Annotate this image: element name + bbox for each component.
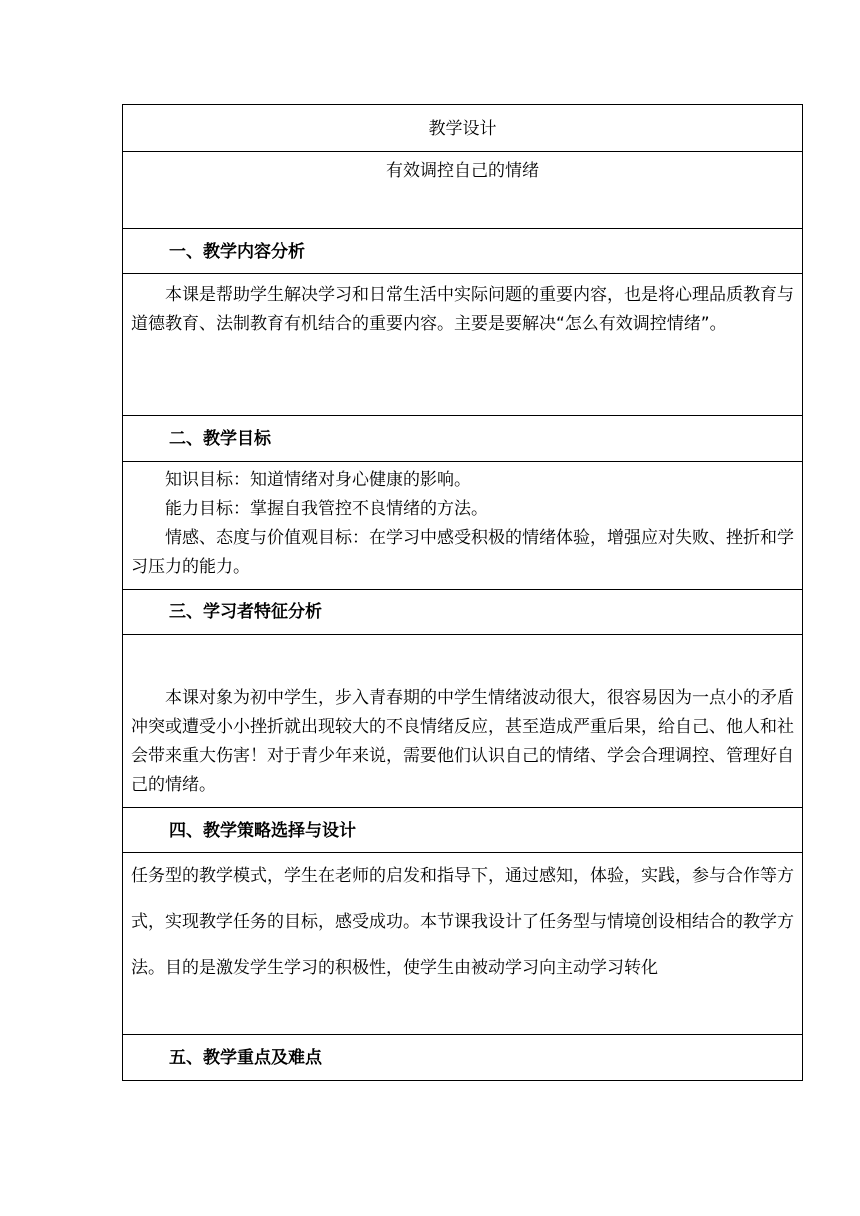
- section-heading: 四、教学策略选择与设计: [169, 821, 356, 841]
- section-2-body-row: [123, 462, 802, 590]
- section-heading: 三、学习者特征分析: [169, 602, 322, 622]
- header-row: [123, 105, 802, 152]
- section-3-body-row: [123, 635, 802, 808]
- section-paragraph: 任务型的教学模式，学生在老师的启发和指导下，通过感知，体验，实践，参与合作等方式，实现教学任务的目标，感受成功。本节课我设计了任务型与情境创设相结合的教学方法。目的是激发学生学习的积极性，使学生由被动学习向主动学习转化: [131, 866, 794, 978]
- section-3-heading-row: [123, 590, 802, 635]
- lesson-title: 有效调控自己的情绪: [386, 161, 539, 181]
- section-heading: 五、教学重点及难点: [169, 1048, 322, 1068]
- section-1-heading-row: [123, 229, 802, 274]
- lesson-plan-table: [122, 104, 803, 1081]
- section-heading: 二、教学目标: [169, 429, 271, 449]
- section-4-heading-row: [123, 808, 802, 853]
- header-title: 教学设计: [428, 119, 497, 139]
- section-paragraph: 本课是帮助学生解决学习和日常生活中实际问题的重要内容，也是将心理品质教育与道德教育、法制教育有机结合的重要内容。主要是要解决“怎么有效调控情绪”。: [131, 285, 794, 334]
- lesson-title-row: [123, 152, 802, 229]
- section-heading: 一、教学内容分析: [169, 242, 305, 262]
- section-4-body-row: [123, 853, 802, 1035]
- section-paragraph: 能力目标：掌握自我管控不良情绪的方法。: [165, 499, 488, 519]
- section-2-heading-row: [123, 416, 802, 462]
- section-1-body-row: [123, 274, 802, 416]
- section-paragraph: 知识目标：知道情绪对身心健康的影响。: [165, 470, 471, 490]
- section-5-heading-row: [123, 1035, 802, 1080]
- section-paragraph: 情感、态度与价值观目标：在学习中感受积极的情绪体验，增强应对失败、挫折和学习压力的能力。: [131, 528, 794, 577]
- section-paragraph: 本课对象为初中学生，步入青春期的中学生情绪波动很大，很容易因为一点小的矛盾冲突或遭受小小挫折就出现较大的不良情绪反应，甚至造成严重后果，给自己、他人和社会带来重大伤害！对于青少年来说，需要他们认识自己的情绪、学会合理调控、管理好自己的情绪。: [131, 688, 794, 795]
